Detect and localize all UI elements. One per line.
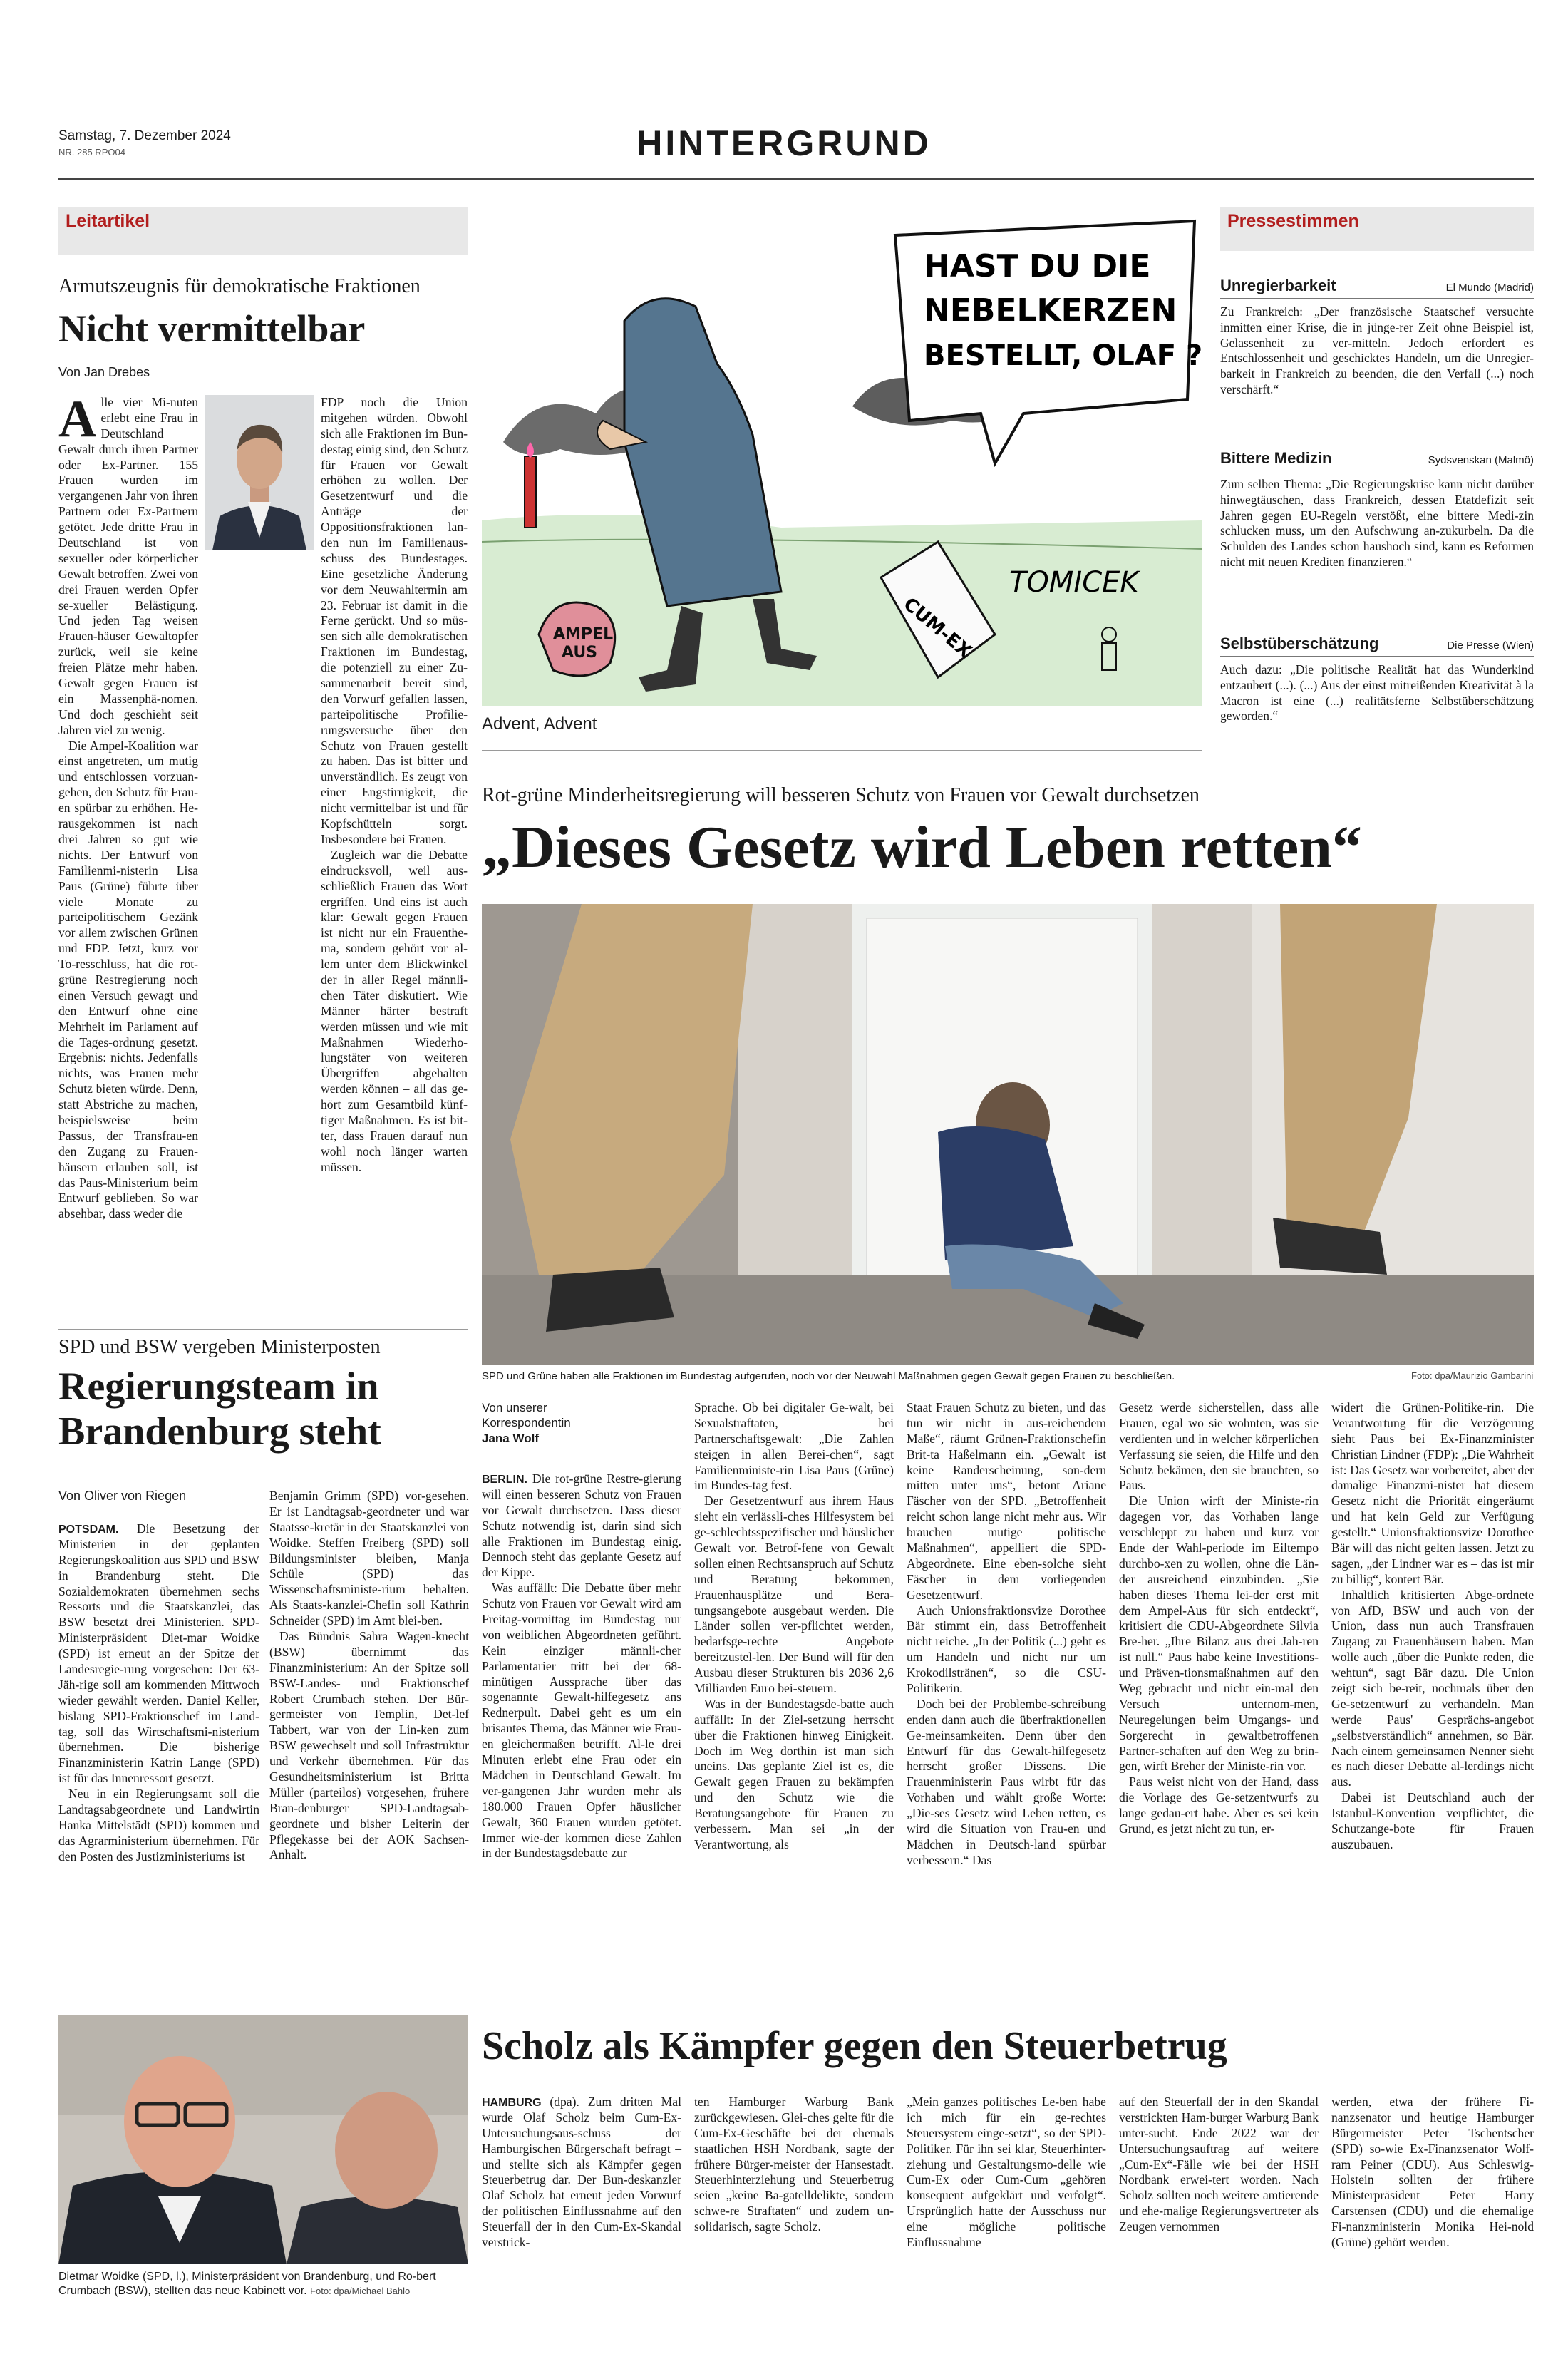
cartoon-caption: Advent, Advent xyxy=(482,714,597,734)
pressestimmen-label: Pressestimmen xyxy=(1220,207,1534,251)
cartoon xyxy=(482,207,1202,706)
cartoon-sign-line2: AUS xyxy=(562,644,598,662)
main-col2 xyxy=(694,1400,894,1853)
main-kicker: Rot-grüne Minderheitsregierung will besseren Schutz von Frauen vor Gewalt durchsetzen xyxy=(482,784,1200,806)
brandenburg-kicker: SPD und BSW vergeben Ministerposten xyxy=(58,1336,381,1358)
press-item xyxy=(1220,277,1534,398)
paragraph: Paus weist nicht von der Hand, dass die Vorlage des Ge-setzentwurfs zu lange gedau-ert habe. Aber es sei kein Grund, es jetzt nicht zu tun, er- xyxy=(1119,1774,1319,1836)
main-col4 xyxy=(1119,1400,1319,1837)
caption-text: Dietmar Woidke (SPD, l.), Ministerpräsident von Brandenburg, und Ro-bert Crumbach (BSW), stellten das neue Kabinett vor. xyxy=(58,2271,436,2297)
paragraph: Die Union wirft der Ministe-rin dagegen vor, das Vorhaben lange verschleppt zu haben und kurz vor Ende der Wahl-periode im Eiltempo durchbo-xen zu wollen, ohne die Län-der ausreichend einzubinden. „Sie haben dieses Thema lei-der erst mit dem Ampel-Aus für sich entdeckt“, kritisiert die CDU-Abgeordnete Silvia Bre-her. „Ihre Bilanz aus drei Jah-ren ist null.“ Paus habe keine Investitions- und Präven-tionsmaßnahmen auf den Weg gebracht und nicht ein-mal den Versuch unternom-men, Neuregelungen beim Umgangs- und Sorgerecht in gewaltbetroffenen Partner-schaften auf den Weg zu brin-gen, wirft Breher der Ministe-rin vor. xyxy=(1119,1494,1319,1774)
paragraph: Sprache. Ob bei digitaler Ge-walt, bei Sexualstraftaten, bei Partnerschaftsgewalt: „Die Zahlen steigen in allen Berei-chen“, sagt Familienministe-rin Lisa Paus (Grüne) im Bundes-tag fest. xyxy=(694,1400,894,1493)
main-col1 xyxy=(482,1471,681,1861)
paragraph: lle vier Mi-nuten erlebt eine Frau in Deutschland Gewalt durch ihren Partner oder Ex-Partner. 155 Frauen wurden im vergangenen Jahr von ihren Partnern oder Ex-Partnern getötet. Jede dritte Frau in Deutschland ist von sexueller oder körperlicher Gewalt betroffen. Zwei von drei Frauen werden Opfer se-xueller Belästigung. Und jeden Tag weisen Frauen-häuser Gewaltopfer zurück, weil sie keine freien Plätze mehr haben. Gewalt gegen Frauen ist ein Massenphä-nomen. Und doch geschieht seit Jahren viel zu wenig. xyxy=(58,395,198,737)
main-headline: „Dieses Gesetz wird Leben retten“ xyxy=(482,814,1362,880)
main-col3 xyxy=(907,1400,1106,1869)
main-photo xyxy=(482,904,1534,1365)
header-code: NR. 285 RPO04 xyxy=(58,147,125,158)
paragraph: Zugleich war die Debatte eindrucksvoll, weil aus-schließlich Frauen das Wort ergriffen. Und eins ist auch klar: Gewalt gegen Frauen ist nicht nur ein Frauenthe-ma, sondern gehört vor al-lem unter dem Blickwinkel der in aller Regel männli-chen Täter diskutiert. Wie Männer härter bestraft werden müssen und wie mit Maßnahmen Wiederho-lungstäter von weiteren Übergriffen abgehalten werden können – all das ge-hört zum Gesamtbild künf-tiger Maßnahmen. Es ist bit-ter, dass Frauen darauf nun wohl noch länger warten müssen. xyxy=(321,847,468,1174)
caption-credit: Foto: dpa/Michael Bahlo xyxy=(310,2286,411,2296)
cartoon-speech-line3: BESTELLT, OLAF ? xyxy=(924,339,1202,372)
brandenburg-top-rule xyxy=(58,1329,468,1330)
leitartikel-kicker: Armutszeugnis für demokratische Fraktionen xyxy=(58,275,421,297)
header-rule xyxy=(58,178,1534,180)
byline-line: Korrespondentin xyxy=(482,1416,571,1430)
press-item xyxy=(1220,634,1534,724)
headline-line: Regierungsteam in xyxy=(58,1365,379,1409)
section-title: HINTERGRUND xyxy=(636,123,932,163)
press-item-source: El Mundo (Madrid) xyxy=(1445,282,1534,294)
cartoon-box-label: CUM-EX xyxy=(899,593,976,663)
paragraph: Auch Unionsfraktionsvize Dorothee Bär stimmt ein, dass Betroffenheit nicht reiche. „In der Politik (...) geht es um Handeln und nicht nur um Krokodilstränen“, so die CSU-Politikerin. xyxy=(907,1603,1106,1696)
scholz-col3: „Mein ganzes politisches Le-ben habe ich mich für ein ge-rechtes Steuersystem einge-setzt“, so der SPD-Politiker. Für ihn sei klar, Steuerhinter-ziehung und Gestaltungsmo-delle wie Cum-Ex oder Cum-Cum „gehören konsequent aufgeklärt und verfolgt“. Ursprünglich hatte der Ausschuss nur eine mögliche politische Einflussnahme xyxy=(907,2095,1106,2250)
main-photo-credit: Foto: dpa/Maurizio Gambarini xyxy=(1411,1370,1534,1381)
scholz-col1: HAMBURG (dpa). Zum dritten Mal wurde Olaf Scholz beim Cum-Ex-Untersuchungsaus-schuss der Hamburgischen Bürgerschaft befragt – und stellte sich als Kämpfer gegen Steuerbetrug dar. Der Bun-deskanzler Olaf Scholz hat erneut jeden Vorwurf der politischen Einflussnahme auf den Steuerfall der in den Cum-Ex-Skandal verstrick- xyxy=(482,2095,681,2250)
brandenburg-col1 xyxy=(58,1521,259,1865)
paragraph: Der Gesetzentwurf aus ihrem Haus sieht ein verlässli-ches Hilfesystem bei ge-schlechtsspezifischer und häuslicher Gewalt vor. Betrof-fene von Gewalt sollen einen Rechtsanspruch auf Schutz und Beratung bekommen, Frauenhausplätze und Bera-tungsangebote ausgebaut werden. Die Länder sollen ver-pflichtet werden, bedarfsge-rechte Angebote bereitzustel-len. Der Bund will für den Ausbau dieser Strukturen bis 2036 2,6 Milliarden Euro bei-steuern. xyxy=(694,1494,894,1696)
main-photo-caption: SPD und Grüne haben alle Fraktionen im Bundestag aufgerufen, noch vor der Neuwahl Maßnahmen gegen Gewalt gegen Frauen zu beschließen. xyxy=(482,1370,1175,1382)
cartoon-signature: TOMICEK xyxy=(1009,566,1139,599)
headline-line: Brandenburg steht xyxy=(58,1409,381,1454)
leitartikel-col2 xyxy=(321,395,468,1176)
press-item-text: Zum selben Thema: „Die Regierungskrise kann nicht darüber hinwegtäuschen, dass Frankreich, dessen Etatdefizit seit Jahren gegen EU-Regeln verstößt, eine bittere Medi-zin schlucken muss, um den Aufschwung an-zukurbeln. Da die Schulden des Landes schon haushoch sind, kann es Reformen nicht mit neuen Krediten finanzieren.“ xyxy=(1220,477,1534,569)
paragraph: Doch bei der Problembe-schreibung enden dann auch die überfraktionellen Ge-meinsamkeiten. Denn über den Entwurf für das Gewalt-hilfegesetz herrscht großer Dissens. Die Frauenministerin Paus wirbt für das Vorhaben und wählt große Worte: „Die-ses Gesetz wird Leben retten, es wird die Situation von Frau-en und Mädchen in Deutsch-land spürbar verbessern.“ Das xyxy=(907,1696,1106,1867)
scholz-col5: werden, etwa der frühere Fi-nanzsenator und heutige Hamburger Bürgermeister Peter Tschentscher (SPD) so-wie Ex-Finanzsenator Wolf-ram Peiner (CDU). Aus Schleswig-Holstein sollten der frühere Ministerpräsident Peter Harry Carstensen (CDU) und die ehemalige Fi-nanzministerin Monika Hei-nold (Grüne) gehört werden. xyxy=(1331,2095,1534,2250)
paragraph: widert die Grünen-Politike-rin. Die Verantwortung für die Verzögerung sieht Paus bei Ex-Finanzminister Christian Lindner (FDP): „Die Wahrheit ist: Das Gesetz war vorbereitet, aber der damalige Finanzmi-nister hat diesem Gesetz nicht die Priorität eingeräumt und hat kein Geld zur Verfügung gestellt.“ Unionsfraktionsvize Dorothee Bär will das nicht gelten lassen. Jetzt zu sagen, „der Lindner war es – das ist mir zu billig“, kontert Bär. xyxy=(1331,1400,1534,1586)
cartoon-sign-line1: AMPEL xyxy=(553,625,614,643)
paragraph: BERLIN. Die rot-grüne Restre-gierung will einen besseren Schutz von Frauen vor Gewalt durchsetzen. Dass dieser Schutz notwendig ist, darin sind sich alle Fraktionen im Bundestag einig. Dennoch steht das geplante Gesetz auf der Kippe. xyxy=(482,1471,681,1580)
dropcap: A xyxy=(58,390,97,448)
author-portrait xyxy=(205,395,314,550)
cartoon-bottom-rule xyxy=(482,750,1202,751)
press-item xyxy=(1220,449,1534,570)
main-col5 xyxy=(1331,1400,1534,1853)
paragraph: FDP noch die Union mitgehen würden. Obwohl sich alle Fraktionen im Bun-destag einig sind, den Schutz für Frauen vor Gewalt erhöhen zu wollen. Der Gesetzentwurf und die Anträge der Oppositionsfraktionen lan-den nun im Familienaus-schuss des Bundestages. Eine gesetzliche Änderung vor dem Neuwahltermin am 23. Februar ist damit in die Ferne gerückt. Und so müs-sen sich alle demokratischen Fraktionen im Bundestag, die potenziell zu einer Zu-sammenarbeit bereit sind, den Vorwurf gefallen lassen, parteipolitische Profilie-rungsversuche über den Schutz von Frauen gestellt zu haben. Das ist bitter und unverständlich. Es zeugt von einer Engstirnigkeit, die nicht vermittelbar ist und für Kopfschütteln sorgt. Insbesondere bei Frauen. xyxy=(321,395,468,846)
main-byline xyxy=(482,1400,660,1446)
paragraph: Was in der Bundestagsde-batte auch auffällt: In der Ziel-setzung herrscht über die Fraktionen hinweg Einigkeit. Doch im Weg dorthin ist man sich uneins. Das geplante Ziel ist es, die Gewalt gegen Frauen zu bekämpfen und den Schutz wie die Beratungsangebote für Frauen zu verbessern. Man sei „in der Verantwortung, als xyxy=(694,1696,894,1851)
leitartikel-label: Leitartikel xyxy=(58,207,468,255)
paragraph: Die Ampel-Koalition war einst angetreten, um mutig und entschlossen vorzuan-gehen, den Schutz für Frau-en spürbar zu erhöhen. He-rausgekommen ist nach drei Jahren so gut wie nichts. Der Entwurf von Familienmi-nisterin Lisa Paus (Grüne) führte über viele Monate zu parteipolitischem Gezänk vor allem zwischen Grünen und FDP. Jetzt, kurz vor To-resschluss, hat die rot-grüne Restregierung noch einen Versuch gewagt und den Entwurf ohne eine Mehrheit im Parlament auf die Tages-ordnung gesetzt. Ergebnis: nichts. Jedenfalls nichts, was Frauen mehr Schutz bieten würde. Denn, statt Abstriche zu machen, beispielsweise beim Passus, der Transfrau-en den Zugang zu Frauen-häusern erlauben soll, ist das Paus-Ministerium beim Entwurf geblieben. So war absehbar, dass weder die xyxy=(58,738,198,1221)
header-date: Samstag, 7. Dezember 2024 xyxy=(58,128,231,143)
press-item-text: Zu Frankreich: „Der französische Staatschef versuchte inmitten einer Krise, die in jünge-rer Zeit ohne Beispiel ist, Gelassenheit zu ver-mitteln. Jedoch erfordert es Entschlossenheit und geschicktes Handeln, um die Unregier-barkeit in Frankreich zu beenden, die den Verfall (...) noch verschärft.“ xyxy=(1220,304,1534,396)
press-item-title: Selbstüberschätzung xyxy=(1220,634,1379,652)
brandenburg-col2 xyxy=(269,1489,469,1863)
cartoon-speech-line2: NEBELKERZEN xyxy=(924,292,1177,329)
brandenburg-photo-caption xyxy=(58,2270,468,2298)
paragraph: Benjamin Grimm (SPD) vor-gesehen. Er ist Landtagsab-geordneter und war Staatsse-kretär in der Staatskanzlei von Woidke. Steffen Freiberg (SPD) soll Bildungsminister bleiben, Manja Schüle (SPD) das Wissenschaftsministe-rium behalten. Als Staats-kanzlei-Chefin soll Kathrin Schneider (SPD) im Amt blei-ben. xyxy=(269,1489,469,1628)
brandenburg-photo xyxy=(58,2015,468,2264)
leitartikel-col1 xyxy=(58,390,198,1222)
cartoon-speech-line1: HAST DU DIE xyxy=(924,248,1151,284)
paragraph: Neu in ein Regierungsamt soll die Landtagsabgeordnete und Landwirtin Hanka Mittelstädt (SPD) kommen und das Agrarministerium übernehmen. Für den Posten des Justizministeriums ist xyxy=(58,1787,259,1864)
brandenburg-headline xyxy=(58,1365,381,1454)
paragraph: Dabei ist Deutschland auch der Istanbul-Konvention verpflichtet, die Schutzange-bote für Frauen auszubauen. xyxy=(1331,1790,1534,1851)
paragraph: Staat Frauen Schutz zu bieten, und das tun wir nicht in aus-reichendem Maße“, räumt Grünen-Fraktionschefin Brit-ta Haßelmann ein. „Gewalt ist keine Randerscheinung, son-dern mitten unter uns“, betont Ariane Fäscher von der SPD. „Betroffenheit reicht schon lange nicht mehr aus. Wir brauchen mutige politische Maßnahmen“, appelliert die SPD-Abgeordnete. Eine eben-solche sieht Fäscher in dem vorliegenden Gesetzentwurf. xyxy=(907,1400,1106,1602)
scholz-col4: auf den Steuerfall der in den Skandal verstrickten Ham-burger Warburg Bank unter-sucht. Ende 2022 war der Untersuchungsauftrag auf weitere „Cum-Ex“-Fälle wie bei der HSH Nordbank erwei-tert worden. Nach Scholz sollten noch weitere amtierende und ehe-malige Regierungsvertreter als Zeugen vernommen xyxy=(1119,2095,1319,2234)
press-item-text: Auch dazu: „Die politische Realität hat das Wunderkind entzaubert (...). (...) Aus der einst mitreißenden Kreativität à la Macron ist eine (...) realitätsferne Selbstüberschätzung geworden.“ xyxy=(1220,662,1534,724)
scholz-col2: ten Hamburger Warburg Bank zurückgewiesen. Glei-ches gelte für die Cum-Ex-Geschäfte bei der ehemals staatlichen HSH Nordbank, sagte der frühere Bürger-meister der Hansestadt. Steuerhinterziehung und Steuerbetrug seien „keine Ba-gatelldelikte, sondern schwe-re Straftaten“ und zudem un-solidarisch, sagte Scholz. xyxy=(694,2095,894,2234)
press-item-title: Unregierbarkeit xyxy=(1220,277,1336,294)
paragraph: POTSDAM. Die Besetzung der Ministerien in der geplanten Regierungskoalition aus SPD und BSW in Brandenburg steht. Die Sozialdemokraten übernehmen sechs Ressorts und die Staatskanzlei, das BSW besetzt drei Ministerien. SPD-Ministerpräsident Diet-mar Woidke (SPD) ist erneut an der Spitze der Landesregie-rung vorgesehen: Der 63-Jäh-rige soll am kommenden Mittwoch wieder gewählt werden. Daniel Keller, bislang SPD-Fraktionschef im Land-tag, soll das Wirtschaftsmi-nisterium übernehmen. Die bisherige Finanzministerin Katrin Lange (SPD) ist für das Innenressort gesetzt. xyxy=(58,1521,259,1786)
press-item-title: Bittere Medizin xyxy=(1220,449,1332,467)
paragraph: Das Bündnis Sahra Wagen-knecht (BSW) übernimmt das Finanzministerium: An der Spitze soll BSW-Landes- und Fraktionschef Robert Crumbach stehen. Der Bür-germeister von Templin, Det-lef Tabbert, war von der Lin-ken zum BSW gewechselt und soll Infrastruktur und Verkehr übernehmen. Für das Gesundheitsministerium ist Britta Müller (parteilos) vorgesehen, frühere Bran-denburger SPD-Landtagsab-geordnete und bisher Leiterin der Pflegekasse bei der AOK Sachsen-Anhalt. xyxy=(269,1629,469,1862)
byline-line: Von unserer xyxy=(482,1401,547,1414)
brandenburg-byline: Von Oliver von Riegen xyxy=(58,1489,187,1503)
scholz-headline: Scholz als Kämpfer gegen den Steuerbetrug xyxy=(482,2024,1227,2068)
leitartikel-byline: Von Jan Drebes xyxy=(58,365,150,379)
press-item-source: Die Presse (Wien) xyxy=(1447,639,1534,652)
leitartikel-headline: Nicht vermittelbar xyxy=(58,307,366,350)
press-item-source: Sydsvenskan (Malmö) xyxy=(1428,454,1534,466)
paragraph: Was auffällt: Die Debatte über mehr Schutz von Frauen vor Gewalt wird am Freitag-vormittag im Bundestag nur von weiblichen Abgeordneten geführt. Kein einziger männli-cher Parlamentarier tritt bei der 68-minütigen Aussprache über das sogenannte Gewalt-hilfegesetz ans Rednerpult. Dabei geht es um ein brisantes Thema, das Männer wie Frau-en gleichermaßen betrifft. Al-le drei Minuten erlebt eine Frau oder ein Mädchen in Deutschland Gewalt. Im ver-gangenen Jahr wurden mehr als 180.000 Frauen Opfer häuslicher Gewalt, 360 Frauen wurden getötet. Immer wie-der kommen diese Zahlen in der Bundestagsdebatte zur xyxy=(482,1581,681,1861)
paragraph: Inhaltlich kritisierten Abge-ordnete von AfD, BSW und auch von der Union, dass nun auch Transfrauen Zugang zu Frauenhäusern haben. Man wolle auch „über die Punkte reden, die wehtun“, sagt Bär dazu. Die Union zeigt sich be-reit, nochmals über den Ge-setzentwurf zu verhandeln. Man werde Paus' Gesprächs-angebot „selbstverständlich“ annehmen, so Bär. Nach einem gemeinsamen Nenner sieht es nach dieser Debatte al-lerdings nicht aus. xyxy=(1331,1587,1534,1789)
paragraph: Gesetz werde sicherstellen, dass alle Frauen, egal wo sie wohnten, was sie verdienten und in welcher körperlichen Verfassung sie seien, die Hilfe und den Schutz bekämen, den sie brauchten, so Paus. xyxy=(1119,1400,1319,1493)
byline-line: Jana Wolf xyxy=(482,1431,539,1445)
